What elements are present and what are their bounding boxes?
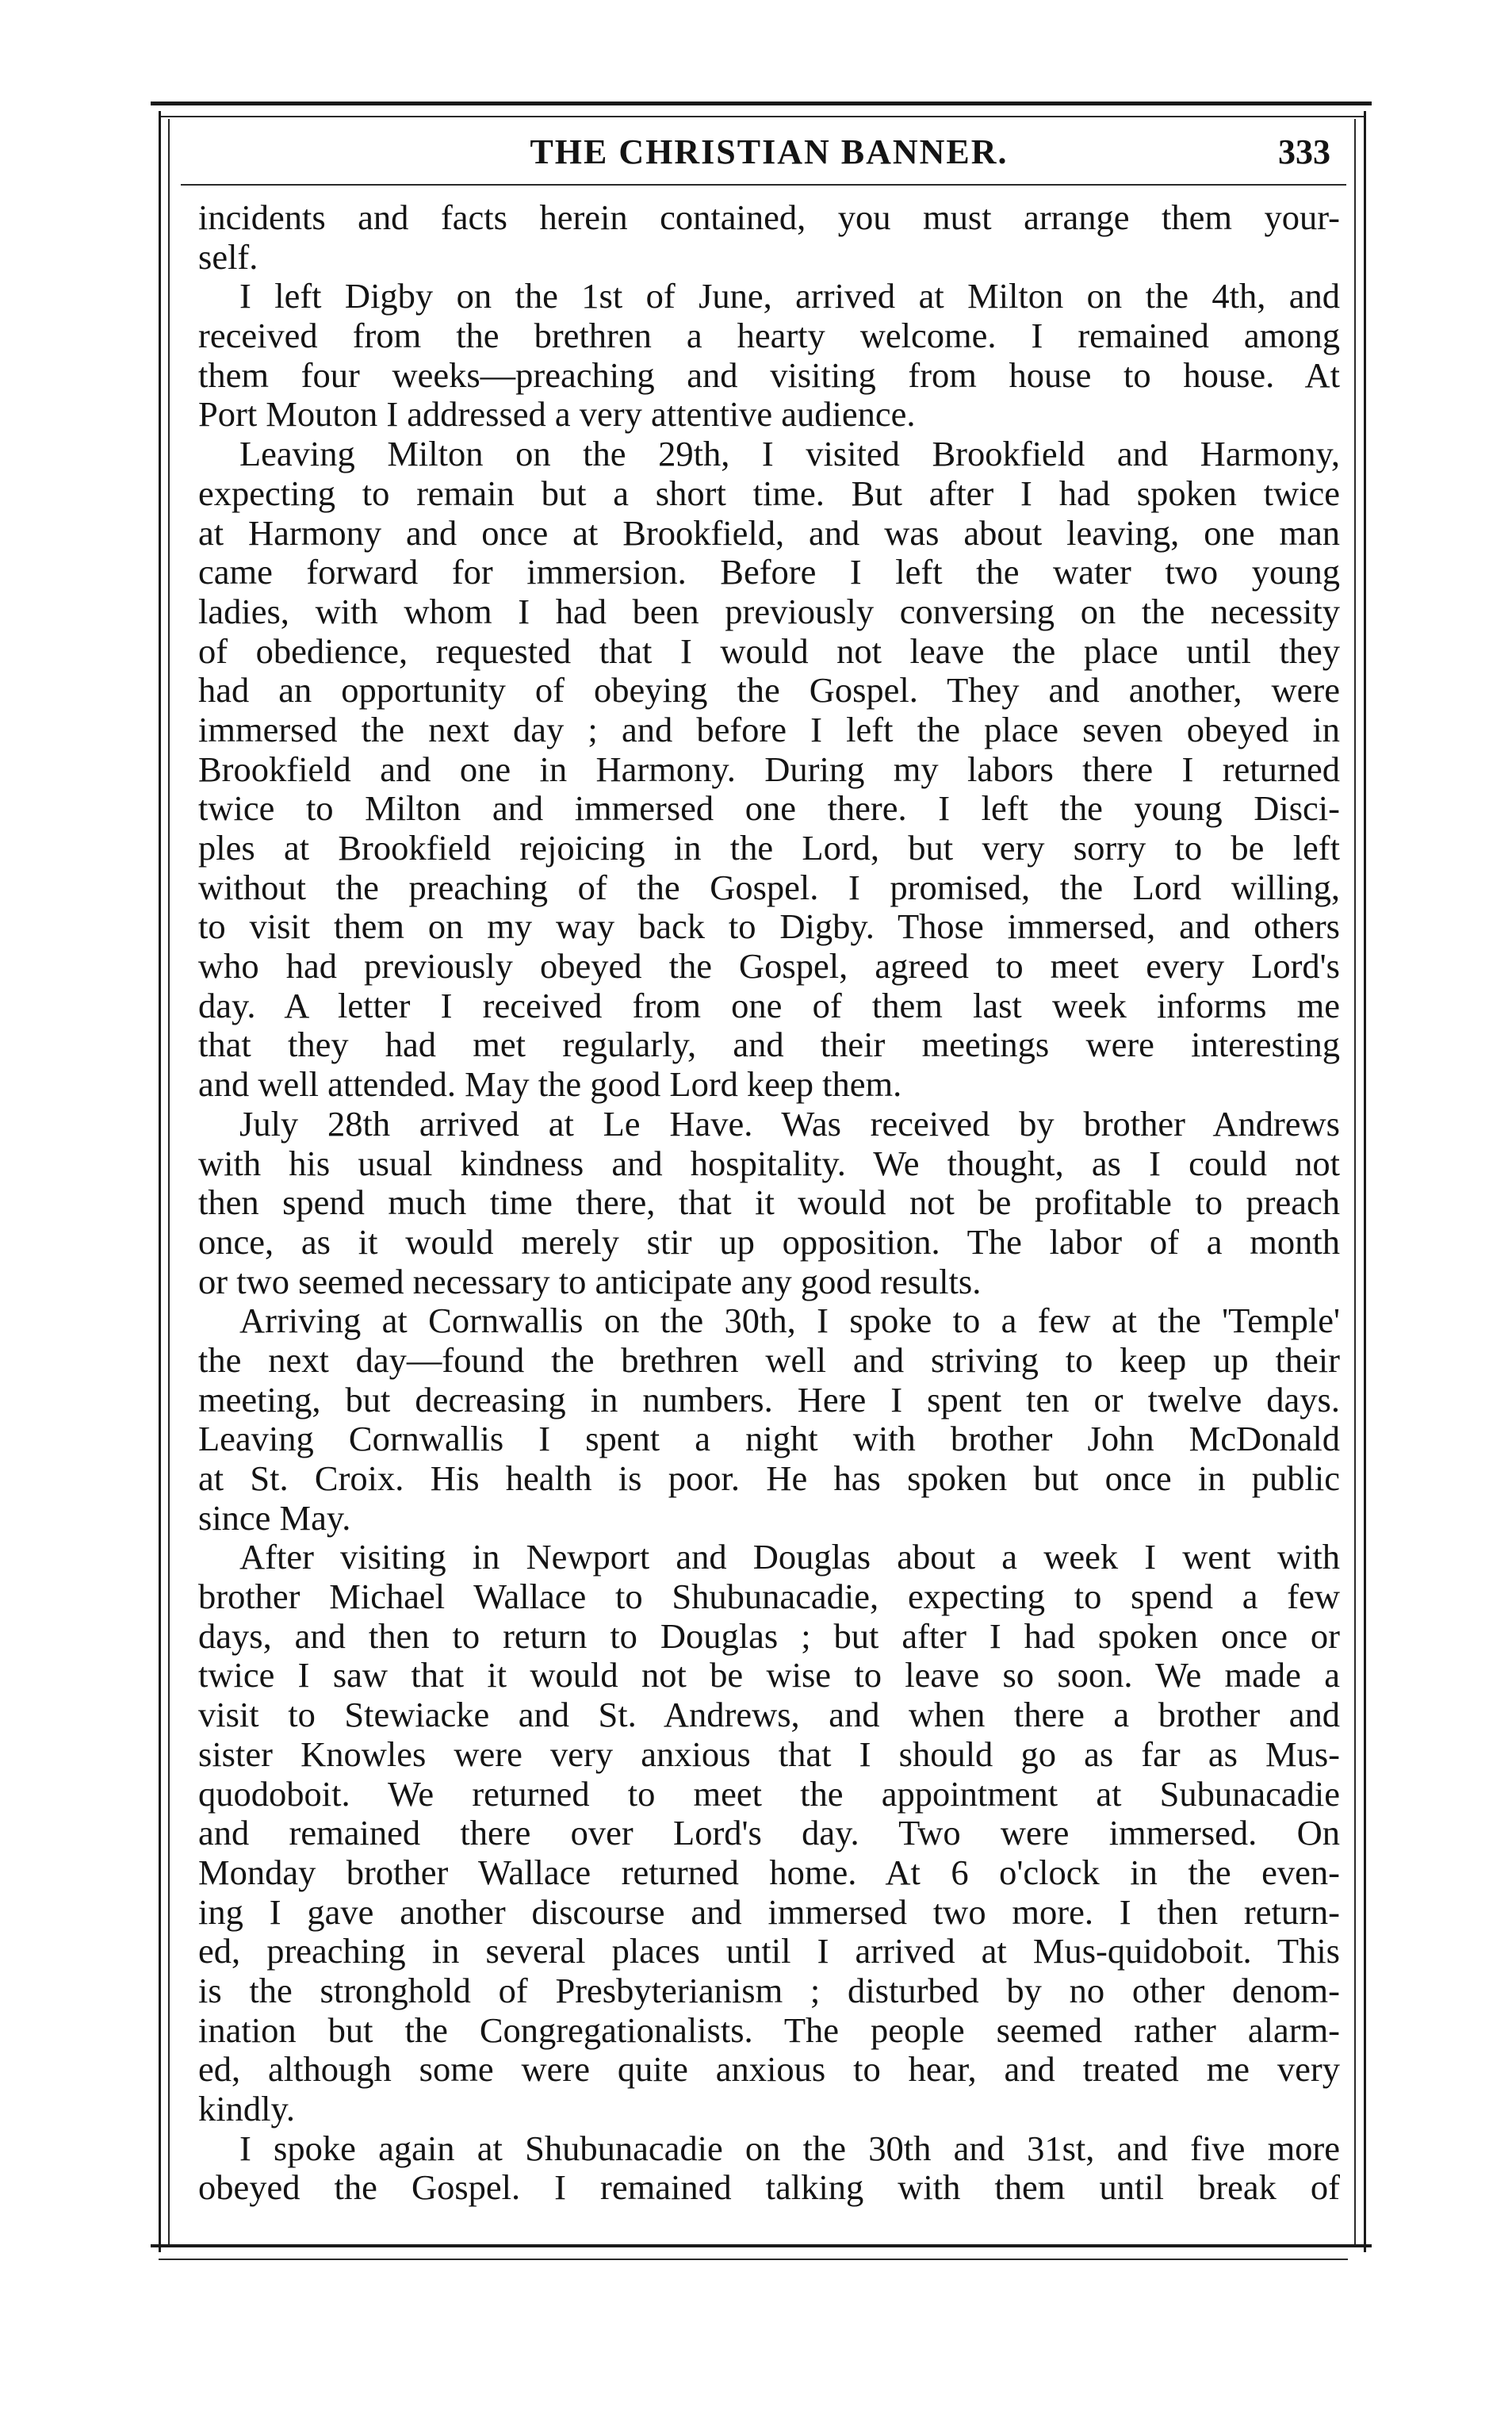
text-line: and well attended. May the good Lord keep them. [198, 1065, 902, 1105]
text-line: who had previously obeyed the Gospel, agreed to meet every Lord's [198, 947, 1340, 987]
text-line: without the preaching of the Gospel. I promised, the Lord willing, [198, 868, 1340, 907]
text-line: I spoke again at Shubunacadie on the 30th and 31st, and five more [239, 2128, 1340, 2168]
text-line: Port Mouton I addressed a very attentive audience. [198, 395, 916, 435]
running-title: THE CHRISTIAN BANNER. [530, 132, 1009, 171]
text-line: obeyed the Gospel. I remained talking with them until break of [198, 2168, 1340, 2208]
text-line: ladies, with whom I had been previously conversing on the necessity [198, 592, 1340, 631]
text-line: immersed the next day ; and before I left the place seven obeyed in [198, 710, 1340, 749]
text-line: day. A letter I received from one of them last week informs me [198, 986, 1340, 1025]
text-line: self. [198, 237, 258, 277]
text-line: Arriving at Cornwallis on the 30th, I spoke to a few at the 'Temple' [239, 1301, 1340, 1341]
text-line: days, and then to return to Douglas ; but after I had spoken once or [198, 1616, 1340, 1656]
text-line: twice I saw that it would not be wise to leave so soon. We made a [198, 1656, 1340, 1695]
text-line: quodoboit. We returned to meet the appointment at Subunacadie [198, 1774, 1340, 1814]
text-line: brother Michael Wallace to Shubunacadie, expecting to spend a few [198, 1577, 1340, 1617]
text-line: had an opportunity of obeying the Gospel. They and another, were [198, 671, 1340, 711]
page-number: 333 [1278, 132, 1330, 171]
text-line: I left Digby on the 1st of June, arrived at Milton on the 4th, and [239, 277, 1340, 316]
text-line: Brookfield and one in Harmony. During my labors there I returned [198, 749, 1340, 789]
bottom-border-thick [151, 2244, 1372, 2247]
text-line: ed, preaching in several places until I arrived at Mus-quidoboit. This [198, 1932, 1340, 1971]
text-line: to visit them on my way back to Digby. Those immersed, and others [198, 907, 1340, 947]
text-line: sister Knowles were very anxious that I should go as far as Mus- [198, 1734, 1340, 1774]
text-line: is the stronghold of Presbyterianism ; disturbed by no other denom- [198, 1971, 1340, 2010]
left-border-outer [159, 111, 161, 2252]
text-line: ing I gave another discourse and immersed two more. I then return- [198, 1892, 1340, 1932]
text-line: kindly. [198, 2090, 295, 2128]
text-line: came forward for immersion. Before I left the water two young [198, 553, 1340, 592]
text-line: then spend much time there, that it would not be profitable to preach [198, 1183, 1340, 1223]
text-line: meeting, but decreasing in numbers. Here I spent ten or twelve days. [198, 1380, 1340, 1420]
text-line: at Harmony and once at Brookfield, and was about leaving, one man [198, 513, 1340, 553]
text-line: ed, although some were quite anxious to hear, and treated me very [198, 2050, 1340, 2090]
top-border-thick [151, 102, 1372, 105]
text-line: ples at Brookfield rejoicing in the Lord, but very sorry to be left [198, 829, 1340, 868]
text-line: twice to Milton and immersed one there. I left the young Disci- [198, 789, 1340, 829]
text-line: ination but the Congregationalists. The people seemed rather alarm- [198, 2010, 1340, 2050]
text-line: After visiting in Newport and Douglas about a week I went with [239, 1538, 1340, 1577]
text-line: Monday brother Wallace returned home. At 6 o'clock in the even- [198, 1853, 1340, 1892]
text-line: once, as it would merely stir up opposition. The labor of a month [198, 1222, 1340, 1262]
text-line: Leaving Milton on the 29th, I visited Brookfield and Harmony, [239, 435, 1340, 474]
text-line: July 28th arrived at Le Have. Was received by brother Andrews [239, 1104, 1340, 1144]
text-line: visit to Stewiacke and St. Andrews, and when there a brother and [198, 1695, 1340, 1735]
text-line: incidents and facts herein contained, you must arrange them your- [198, 198, 1340, 237]
bottom-border-thin [159, 2259, 1348, 2260]
text-line: or two seemed necessary to anticipate any good results. [198, 1262, 982, 1301]
text-line: and remained there over Lord's day. Two were immersed. On [198, 1814, 1340, 1853]
page-header [198, 132, 1340, 176]
text-line: of obedience, requested that I would not leave the place until they [198, 631, 1340, 671]
header-rule [181, 184, 1346, 186]
article-body [198, 198, 1340, 2228]
text-line: at St. Croix. His health is poor. He has spoken but once in public [198, 1459, 1340, 1498]
text-line: expecting to remain but a short time. But after I had spoken twice [198, 473, 1340, 513]
text-line: received from the brethren a hearty welcome. I remained among [198, 316, 1340, 356]
text-line: since May. [198, 1498, 351, 1538]
left-border-inner [168, 119, 170, 2244]
top-border-thin [159, 116, 1364, 117]
right-border-inner [1354, 119, 1356, 2244]
text-line: with his usual kindness and hospitality. We thought, as I could not [198, 1144, 1340, 1183]
text-line: Leaving Cornwallis I spent a night with brother John McDonald [198, 1420, 1340, 1459]
text-line: them four weeks—preaching and visiting from house to house. At [198, 355, 1340, 395]
text-line: the next day—found the brethren well and striving to keep up their [198, 1340, 1340, 1380]
right-border-outer [1364, 111, 1366, 2252]
text-line: that they had met regularly, and their meetings were interesting [198, 1025, 1340, 1065]
